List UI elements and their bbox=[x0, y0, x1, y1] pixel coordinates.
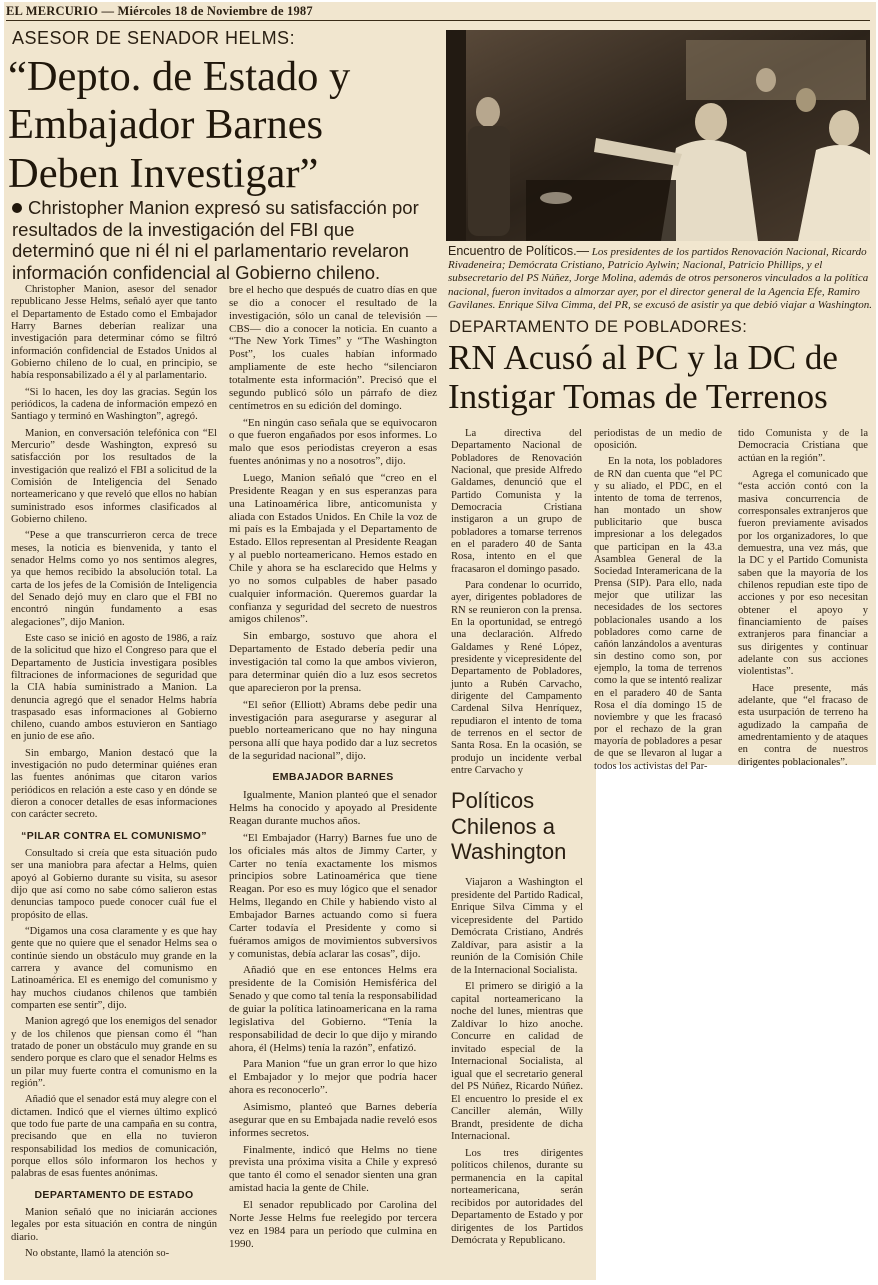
story2-headline-line: RN Acusó al PC y la DC de bbox=[448, 338, 838, 377]
story3-headline-line: Washington bbox=[451, 839, 567, 865]
paragraph: bre el hecho que después de cuatro días en que se dio a conocer el resultado de la investigación, sólo un canal de televisión —CBS— dio a conocer la noticia. En cuanto a “The New York Times” y “The Washington Post”, los cuales habían informado ampliamente de este hecho “silenciaron totalmente esta información”. Precisó que el segundo publicó sólo un párrafo de diez centímetros en su edición del domingo. bbox=[229, 284, 437, 412]
paragraph: Igualmente, Manion planteó que el senador Helms ha conocido y apoyado al Presidente Reagan durante muchos años. bbox=[229, 789, 437, 827]
paragraph: Sin embargo, sostuvo que ahora el Departamento de Estado debería pedir una investigación tal como la que ambos vivieron, para determinar quién dio a luz esos secretos que aparecieron por la prensa. bbox=[229, 630, 437, 694]
story2-column-2 bbox=[594, 428, 722, 777]
paragraph: “Si lo hacen, les doy las gracias. Según los periódicos, la cadena de información empezó en Santiago y terminó en Washington”, agregó. bbox=[11, 386, 217, 423]
paragraph: “En ningún caso señala que se equivocaron o que fueron engañados por esos informes. Lo malo que esos periodistas creyeron a esas fuentes anónimas y no a nosotros”, dijo. bbox=[229, 416, 437, 468]
paragraph: tido Comunista y de la Democracia Cristiana que actúan en la región”. bbox=[738, 428, 868, 464]
paragraph: Sin embargo, Manion destacó que la investigación no pudo determinar quiénes eran las fuentes anónimas que citaron varios periódicos en relación a este caso y en dónde se dieron a conocer detalles de esas informaciones con carácter secreto. bbox=[11, 747, 217, 821]
paragraph: Manion, en conversación telefónica con “El Mercurio” desde Washington, expresó su satisfacción por los resultados de la investigación que realizó el FBI a solicitud de la Comisión de Inteligencia del Senado norteamericano y que reveló que ellos no habían suministrado esos informes clasificados al Gobierno chileno. bbox=[11, 427, 217, 525]
story2-kicker: DEPARTAMENTO DE POBLADORES: bbox=[449, 318, 748, 336]
story1-column-1 bbox=[11, 284, 217, 1264]
photo-caption-text: Los presidentes de los partidos Renovación Nacional, Ricardo Rivadeneira; Demócrata Cristiano, Patricio Aylwin; Nacional, Patricio Phillips, y el subsecretario del PS Núñez, Jorge Molina, además de otros personeros vinculados a la política nacional, fueron invitados a almorzar ayer, por el director general de la Agencia Efe, Ramiro Gavilanes. Enrique Silva Cimma, del PR, se excusó de asistir ya que debió viajar a Washington. bbox=[448, 246, 872, 311]
paragraph: Para Manion “fue un gran error lo que hizo el Embajador y lo mejor que podría hacer ahora es reconocerlo”. bbox=[229, 1058, 437, 1097]
story1-kicker: ASESOR DE SENADOR HELMS: bbox=[12, 28, 296, 48]
paragraph: Christopher Manion, asesor del senador republicano Jesse Helms, señaló ayer que tanto el Departamento de Estado como el Embajador Harry Barnes deberían realizar una investigación para determinar cómo se filtró información confidencial de Estados Unidos al Gobierno chileno de lo cual, en principio, se había responsabilizado a él y al parlamentario. bbox=[11, 284, 217, 382]
story2-headline-line: Instigar Tomas de Terrenos bbox=[448, 376, 828, 416]
photo-caption-lead: Encuentro de Políticos.— bbox=[448, 244, 590, 258]
paragraph: Añadió que en ese entonces Helms era presidente de la Comisión Hemisférica del Senado y que como tal tenía la responsabilidad de guiar la política latinoamericana en la rama legislativa del Gobierno. “Tenía la responsabilidad de decir lo que dijo y mirando ahora, él (Helms) tenía la razón”, enfatizó. bbox=[229, 964, 437, 1054]
paragraph: Para condenar lo ocurrido, ayer, dirigentes pobladores de RN se reunieron con la prensa. En la oportunidad, se entregó una declaración. Alfredo Galdames y René López, presidente y vicepresidente del Departamento de Pobladores, junto a Rubén Carvacho, dirigente del Campamento Cardenal Silva Henríquez, repudiaron el intento de toma de terrenos en el sector de Santa Rosa. En la ocasión, se produjo un incidente verbal entre Carvacho y bbox=[451, 579, 582, 776]
paragraph: Manion agregó que los enemigos del senador y de los chilenos que piensan como él “han tratado de poner un obstáculo muy grande en su sendero porque es claro que el senador Helms es un pilar muy fuerte contra el comunismo en la región”. bbox=[11, 1016, 217, 1089]
story3-column bbox=[451, 876, 583, 1251]
story2-headline bbox=[448, 339, 874, 416]
subheading: “PILAR CONTRA EL COMUNISMO” bbox=[21, 829, 207, 842]
story1-deck bbox=[12, 197, 438, 284]
paragraph: Este caso se inició en agosto de 1986, a raíz de la solicitud que hizo el Congreso para que el Departamento de Justicia investigara posibles filtraciones de informaciones de seguridad que la CIA había suministrado a Manion. La denuncia agregó que el senador Helms habría traspasado esas informaciones al Gobierno chileno, cuando ambos estuvieron en Santiago en junio de ese año. bbox=[11, 632, 217, 743]
paragraph: “Pese a que transcurrieron cerca de trece meses, la noticia es bienvenida, y tanto el senador Helms como yo nos sentimos alegres, ya que hemos recibido la absolución total. La carta de los jefes de la Comisión de Inteligencia del Senado dejó muy en claro que el FBI no encontró ningún fundamento a esas alegaciones”, dijo Manion. bbox=[11, 530, 217, 628]
paragraph: “El Embajador (Harry) Barnes fue uno de los oficiales más altos de Jimmy Carter, y Carter no tenía exactamente los mismos principios sobre Latinoamérica que tiene Reagan. Por eso es muy lógico que el senador Helms, llegando en Chile y habiendo visto al Embajador Barnes actuando como si fuera Carter todavía el Presidente y como si fuéramos amigos de movimientos subversivos y comunistas, debía aclarar las cosas”, dijo. bbox=[229, 831, 437, 960]
paragraph: El senador republicado por Carolina del Norte Jesse Helms fue reelegido por tercera vez en 1984 para un período que culmina en 1990. bbox=[229, 1199, 437, 1250]
photo-caption bbox=[448, 244, 872, 312]
paragraph: “El señor (Elliott) Abrams debe pedir una investigación para asegurarse y asegurar al pueblo norteamericano que no hay ninguna persona allí que haya podido dar a luz secretos de la seguridad nacional”, dijo. bbox=[229, 698, 437, 763]
masthead: EL MERCURIO — Miércoles 18 de Noviembre de 1987 bbox=[6, 4, 870, 21]
paragraph: periodistas de un medio de oposición. bbox=[594, 428, 722, 452]
subheading: EMBAJADOR BARNES bbox=[272, 770, 394, 783]
paragraph: Finalmente, indicó que Helms no tiene prevista una próxima visita a Chile y expresó que tanto él como el senador sienten una gran amistad hacia la gente de Chile. bbox=[229, 1143, 437, 1195]
story1-headline bbox=[8, 53, 444, 198]
paragraph: En la nota, los pobladores de RN dan cuenta que “el PC y su aliado, el PDC, en el intento de toma de terrenos, han montado un show publicitario que busca impresionar a los delegados que participan en la 43.a Asamblea General de la Sociedad Interamericana de la Prensa (SIP). Para ello, nada mejor que utilizar las necesidades de los sectores poblacionales usando a los pobladores como carne de cañón lanzándolos a aventuras sin destino como son, por ejemplo, la toma de terrenos como la que se intentó realizar en el paradero 40 de Santa Rosa el día domingo 15 de noviembre y que les fracasó por el rechazo de la gran mayoría de pobladores a pesar de que se llevaron al lugar a todos los activistas del Par- bbox=[594, 456, 722, 772]
paragraph: “Digamos una cosa claramente y es que hay gente que no quiere que el senador Helms sea o continúe siendo un obstáculo muy grande en la carrera y avance del comunismo en Latinoamérica. El es enemigo del comunismo y hay muchos ciudanos chilenos que también comparten ese sentir”, dijo. bbox=[11, 926, 217, 1011]
paragraph: Asimismo, planteó que Barnes debería asegurar que en su Embajada nadie reveló esos informes secretos. bbox=[229, 1100, 437, 1139]
story2-column-3 bbox=[738, 428, 868, 773]
paragraph: Añadió que el senador está muy alegre con el dictamen. Indicó que el viernes último explicó que todo fue parte de una campaña en su contra, precisando que en ella no tuvieron responsabilidad los medios de comunicación, porque ellos sólo informaron los hechos y palabras de esas fuentes anónimas. bbox=[11, 1094, 217, 1180]
subheading: DEPARTAMENTO DE ESTADO bbox=[34, 1188, 194, 1201]
paragraph: La directiva del Departamento Nacional de Pobladores de Renovación Nacional, que preside Alfredo Galdames, denunció que el Partido Comunista y la Democracia Cristiana instigaron a un grupo de pobladores a tomarse terrenos en el paradero 40 de Santa Rosa, intento en el que fracasaron el domingo pasado. bbox=[451, 428, 582, 575]
story1-column-2 bbox=[229, 284, 437, 1254]
paragraph: Manion señaló que no iniciarán acciones legales por esta situación en contra de ningún diario. bbox=[11, 1206, 217, 1243]
story1-deck-text: Christopher Manion expresó su satisfacción por resultados de la investigación del FBI que determinó que ni él ni el parlamentario revelaron información confidencial al Gobierno chileno. bbox=[12, 197, 419, 283]
story3-headline-line: Chilenos a bbox=[451, 813, 555, 839]
paragraph: Los tres dirigentes políticos chilenos, durante su permanencia en la capital norteamericana, serán recibidos por autoridades del Departamento de Estado y por dirigentes de los Partidos Demócrata y Republicano. bbox=[451, 1146, 583, 1247]
paragraph: Luego, Manion señaló que “creo en el Presidente Reagan y en sus esperanzas para una Latinoamérica libre, anticomunista y aliada con Estados Unidos. En Chile la voz de mi país es la Embajada y el Departamento de Estado. Ellos representan al Presidente Reagan y al pueblo norteamericano. Hemos estado en Chile y ahora se ha esclarecido que Helms y yo no somos culpables de haber pasado cualquier información. Queremos guardar la confianza y seguridad del secreto de nuestros amigos chilenos”. bbox=[229, 472, 437, 626]
politicians-photo-image bbox=[446, 30, 870, 241]
paragraph: Hace presente, más adelante, que “el fracaso de esta usurpación de terreno ha agudizado la campaña de amedrentamiento y de ataques en contra de nuestros dirigentes poblacionales”. bbox=[738, 682, 868, 768]
story1-headline-line: “Depto. de Estado y bbox=[8, 53, 351, 100]
story1-headline-line: Embajador Barnes bbox=[8, 101, 324, 149]
story1-headline-line: Deben Investigar” bbox=[8, 149, 319, 197]
paragraph: El primero se dirigió a la capital norteamericano la noche del lunes, mientras que Zaldívar lo hizo anoche. Concurre en calidad de invitado especial de la Internacional Socialista, al igual que el secretario general del PS Núñez, Ricardo Núñez. El encuentro lo preside el ex Canciller alemán, Willy Brandt, presidente de dicha Internacional. bbox=[451, 980, 583, 1143]
paragraph: Consultado si creía que esta situación pudo ser una maniobra para afectar a Helms, quien apoyó al Gobierno durante su visita, su asesor dijo que así como no sabe cómo salieron estas denuncias tampoco puede conocer cuál fue el propósito de ellas. bbox=[11, 848, 217, 921]
bullet-icon bbox=[12, 203, 22, 213]
story2-column-1 bbox=[451, 428, 582, 781]
paragraph: Agrega el comunicado que “esta acción contó con la masiva concurrencia de corresponsales extranjeros que fueron previamente avisados por los organizadores, lo que demuestra, una vez más, que la DC y el Partido Comunista saben que la mayoría de los chilenos repudian este tipo de acciones y por eso necesitan obtener el apoyo y financiamiento de países extranjeros para financiar a sus dirigentes y continuar adelante con sus acciones violentistas”. bbox=[738, 468, 868, 678]
paragraph: Viajaron a Washington el presidente del Partido Radical, Enrique Silva Cimma y el vicepresidente del Partido Demócrata Cristiano, Andrés Zaldívar, para asistir a la reunión de la Comisión Chile de la Internacional Socialista. bbox=[451, 876, 583, 976]
story3-headline-line: Políticos bbox=[451, 788, 535, 813]
story3-headline bbox=[451, 788, 601, 865]
politicians-photo bbox=[446, 30, 870, 241]
paragraph: No obstante, llamó la atención so- bbox=[25, 1247, 170, 1259]
